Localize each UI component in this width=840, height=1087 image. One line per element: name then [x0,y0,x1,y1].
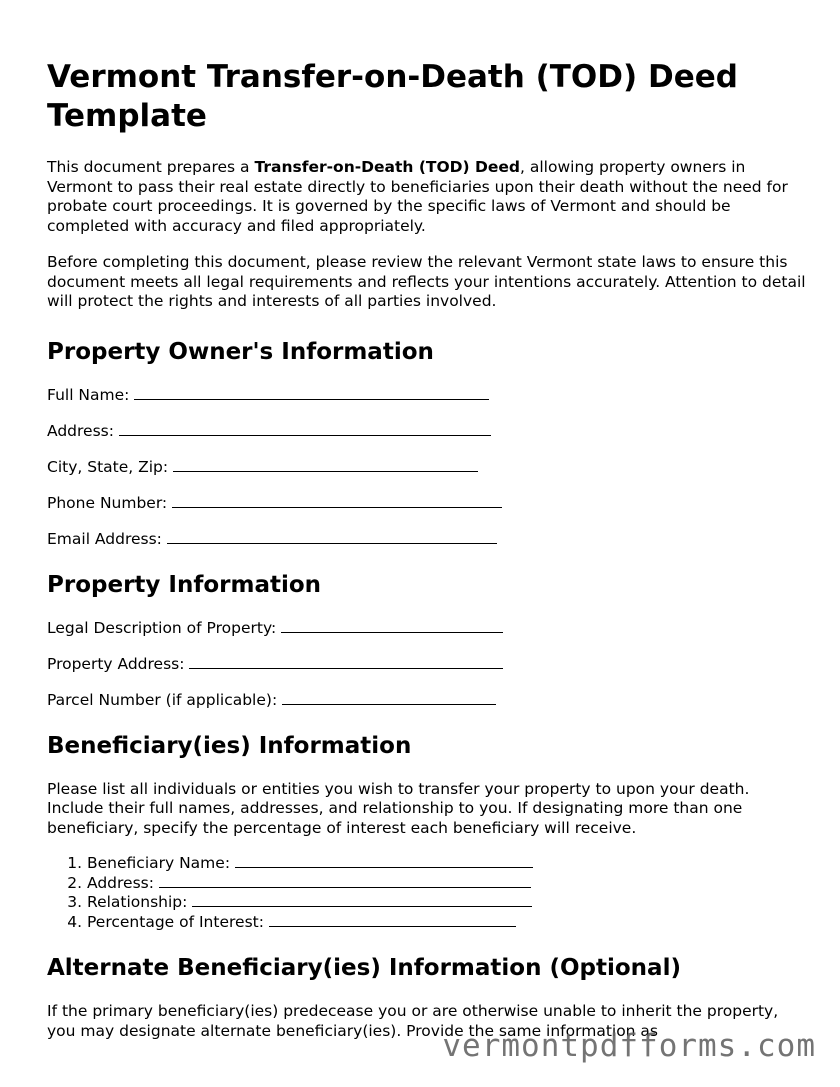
email-label: Email Address: [47,529,162,548]
property-address-field[interactable] [47,655,807,674]
city-state-zip-line[interactable] [173,458,478,472]
document-title: Vermont Transfer-on-Death (TOD) Deed Template [47,59,738,134]
full-name-line[interactable] [134,386,489,400]
legal-description-label: Legal Description of Property: [47,618,277,637]
legal-description-field[interactable] [47,619,807,638]
city-state-zip-label: City, State, Zip: [47,457,169,476]
property-address-label: Property Address: [47,654,185,673]
beneficiary-heading: Beneficiary(ies) Information [47,732,412,759]
list-item[interactable] [87,854,807,874]
beneficiary-paragraph: Please list all individuals or entities you wish to transfer your property to upon your death. Include their full names, addresses, and relationship to you. If designating more than one beneficiary, specify the percentage of interest each beneficiary will receive. [47,779,750,837]
legal-description-line[interactable] [281,619,503,633]
beneficiary-address-line[interactable] [159,874,531,888]
intro-bold: Transfer-on-Death (TOD) Deed [254,158,521,176]
list-item[interactable] [87,913,807,933]
beneficiary-relationship-label: Relationship: [87,893,188,911]
address-field[interactable] [47,422,807,441]
alternate-heading: Alternate Beneficiary(ies) Information (Optional) [47,955,681,981]
owner-heading: Property Owner's Information [47,338,434,365]
list-item[interactable] [87,893,807,913]
parcel-number-field[interactable] [47,691,807,710]
city-state-zip-field[interactable] [47,458,807,477]
property-heading: Property Information [47,571,322,598]
alternate-paragraph: If the primary beneficiary(ies) predecease you or are otherwise unable to inherit the property, you may designate alternate beneficiary(ies). Provide the same information as [47,1002,779,1040]
intro-post: , allowing property owners in Vermont to pass their real estate directly to beneficiaries upon their death without the need for probate court proceedings. It is governed by the specific laws of Vermont and should be completed with accuracy and filed appropriately. [47,158,788,235]
email-line[interactable] [167,530,497,544]
list-item[interactable] [87,874,807,894]
beneficiary-percentage-line[interactable] [269,913,516,927]
full-name-label: Full Name: [47,385,130,404]
beneficiary-list [47,854,807,932]
beneficiary-relationship-line[interactable] [192,893,532,907]
property-address-line[interactable] [189,655,503,669]
beneficiary-name-label: Beneficiary Name: [87,854,231,872]
beneficiary-address-label: Address: [87,873,154,892]
review-paragraph: Before completing this document, please review the relevant Vermont state laws to ensure this document meets all legal requirements and reflects your intentions accurately. Attention to detail will protect the rights and interests of all parties involved. [47,253,806,310]
intro-pre: This document prepares a [47,158,255,176]
full-name-field[interactable] [47,386,807,405]
phone-field[interactable] [47,494,807,513]
parcel-number-label: Parcel Number (if applicable): [47,690,278,709]
address-line[interactable] [119,422,491,436]
parcel-number-line[interactable] [282,691,496,705]
beneficiary-name-line[interactable] [235,854,533,868]
email-field[interactable] [47,530,807,549]
phone-line[interactable] [172,494,502,508]
phone-label: Phone Number: [47,493,168,512]
address-label: Address: [47,421,114,440]
intro-paragraph [47,158,807,236]
watermark: vermontpdfforms.com [442,1028,816,1064]
beneficiary-percentage-label: Percentage of Interest: [87,912,264,931]
document-page [47,58,807,1058]
